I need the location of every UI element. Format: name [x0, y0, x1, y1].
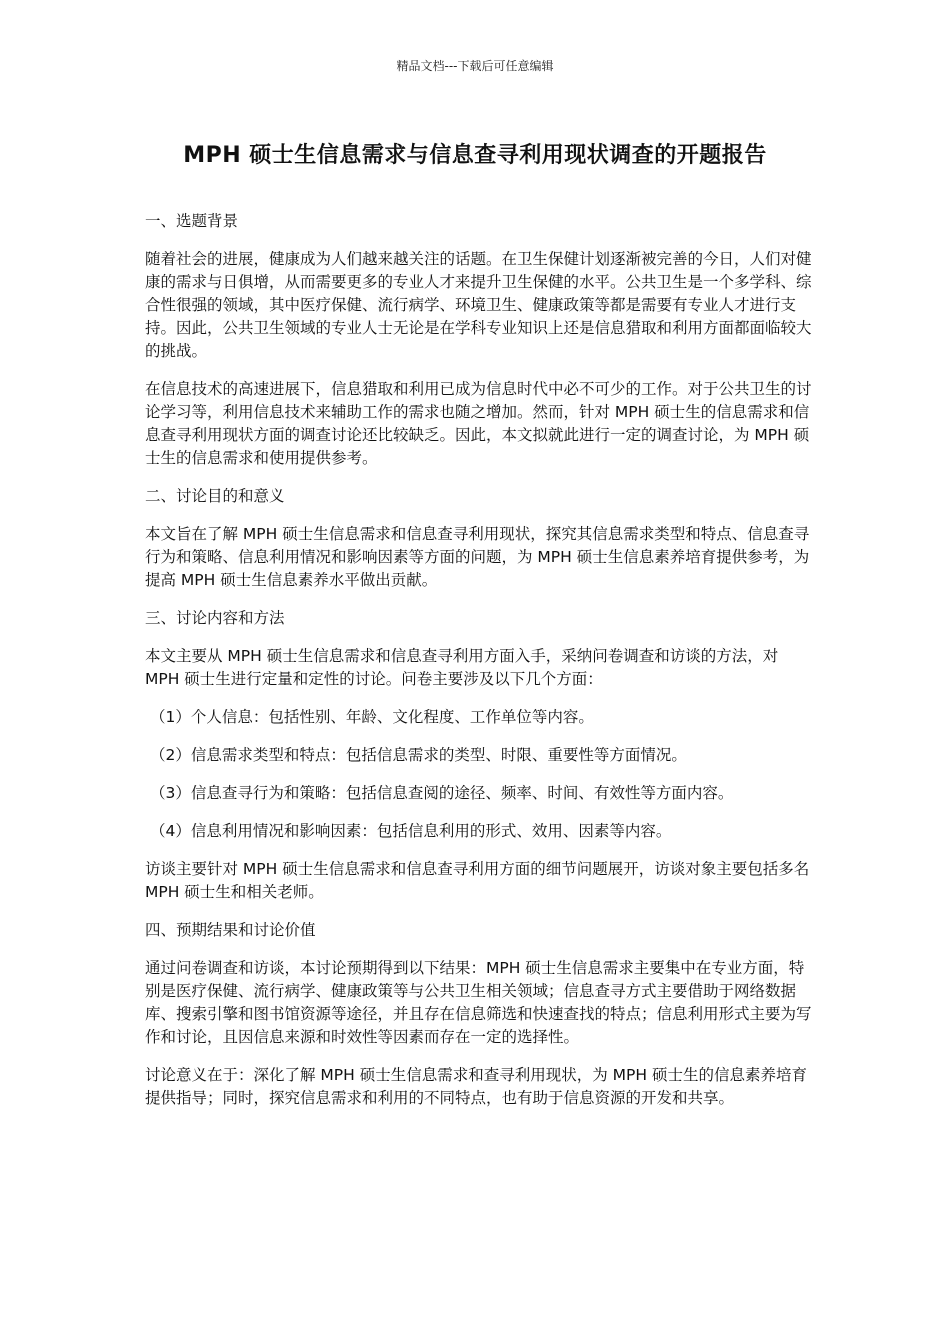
paragraph: 随着社会的进展，健康成为人们越来越关注的话题。在卫生保健计划逐渐被完善的今日，人们对健康的需求与日俱增，从而需要更多的专业人才来提升卫生保健的水平。公共卫生是一个多学科、综合性很强的领域，其中医疗保健、流行病学、环境卫生、健康政策等都是需要有专业人才进行支持。因此，公共卫生领域的专业人士无论是在学科专业知识上还是信息猎取和利用方面都面临较大的挑战。	[145, 250, 812, 360]
paragraph: 访谈主要针对 MPH 硕士生信息需求和信息查寻利用方面的细节问题展开，访谈对象主要包括多名 MPH 硕士生和相关老师。	[145, 860, 810, 901]
document-body	[145, 210, 813, 1125]
list-item: （4）信息利用情况和影响因素：包括信息利用的形式、效用、因素等内容。	[150, 822, 672, 840]
paragraph: 讨论意义在于：深化了解 MPH 硕士生信息需求和查寻利用现状，为 MPH 硕士生的信息素养培育提供指导；同时，探究信息需求和利用的不同特点，也有助于信息资源的开发和共享。	[145, 1066, 807, 1107]
document-title: MPH 硕士生信息需求与信息查寻利用现状调查的开题报告	[183, 143, 767, 168]
section-heading-content-methods: 三、讨论内容和方法	[145, 609, 285, 627]
list-item: （1）个人信息：包括性别、年龄、文化程度、工作单位等内容。	[150, 708, 594, 726]
paragraph: 通过问卷调查和访谈，本讨论预期得到以下结果：MPH 硕士生信息需求主要集中在专业方面，特别是医疗保健、流行病学、健康政策等与公共卫生相关领域；信息查寻方式主要借助于网络数据库、搜索引擎和图书馆资源等途径，并且存在信息筛选和快速查找的特点；信息利用形式主要为写作和讨论，且因信息来源和时效性等因素而存在一定的选择性。	[145, 959, 812, 1046]
list-item: （3）信息查寻行为和策略：包括信息查阅的途径、频率、时间、有效性等方面内容。	[150, 784, 734, 802]
paragraph: 本文主要从 MPH 硕士生信息需求和信息查寻利用方面入手，采纳问卷调查和访谈的方法，对 MPH 硕士生进行定量和定性的讨论。问卷主要涉及以下几个方面：	[145, 647, 779, 688]
section-heading-expected-results: 四、预期结果和讨论价值	[145, 921, 316, 939]
section-heading-purpose: 二、讨论目的和意义	[145, 487, 285, 505]
paragraph: 本文旨在了解 MPH 硕士生信息需求和信息查寻利用现状，探究其信息需求类型和特点、信息查寻行为和策略、信息利用情况和影响因素等方面的问题，为 MPH 硕士生信息素养培育提供参考，为提高 MPH 硕士生信息素养水平做出贡献。	[145, 525, 810, 589]
paragraph: 在信息技术的高速进展下，信息猎取和利用已成为信息时代中必不可少的工作。对于公共卫生的讨论学习等，利用信息技术来辅助工作的需求也随之增加。然而，针对 MPH 硕士生的信息需求和信息查寻利用现状方面的调查讨论还比较缺乏。因此，本文拟就此进行一定的调查讨论，为 MPH 硕士生的信息需求和使用提供参考。	[145, 380, 812, 467]
section-heading-background: 一、选题背景	[145, 212, 239, 230]
header-note: 精品文档---下载后可任意编辑	[396, 59, 554, 73]
list-item: （2）信息需求类型和特点：包括信息需求的类型、时限、重要性等方面情况。	[150, 746, 687, 764]
